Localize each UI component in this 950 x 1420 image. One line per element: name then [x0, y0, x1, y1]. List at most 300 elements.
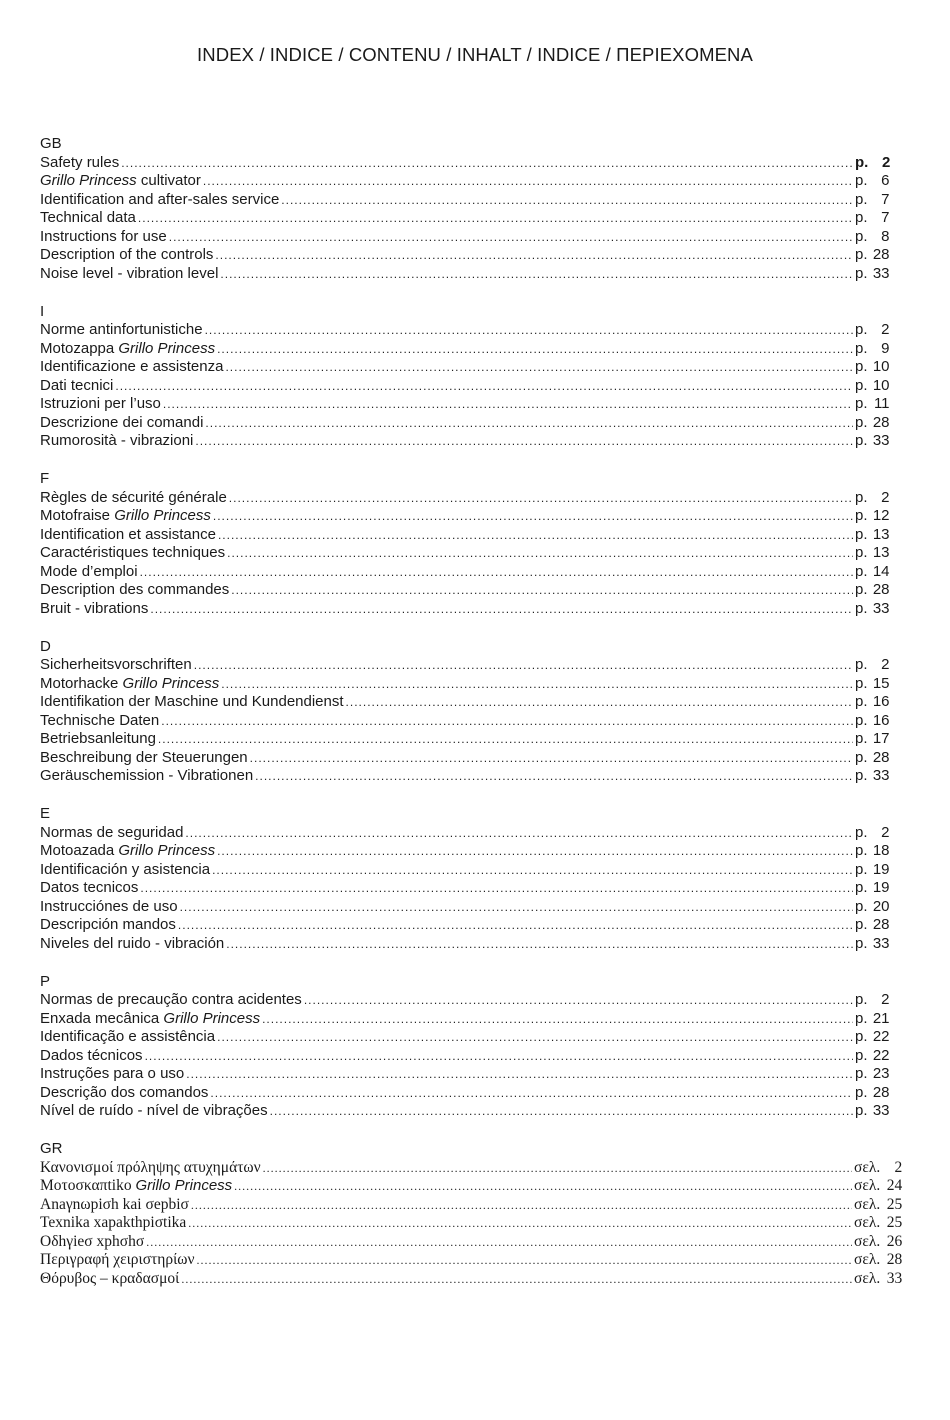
entry-page-ref [854, 1251, 909, 1270]
toc-entry [40, 172, 893, 191]
entry-title-text: Règles de sécurité générale [40, 488, 227, 506]
entry-title-text: Dados técnicos [40, 1046, 143, 1064]
toc-entry [40, 1065, 893, 1084]
page-number: 25 [886, 1214, 903, 1231]
entry-title [40, 693, 344, 712]
dot-leader [263, 1159, 852, 1178]
dot-leader [304, 991, 853, 1010]
entry-page-ref [855, 432, 893, 451]
entry-title-text: Rumorosità - vibrazioni [40, 432, 194, 449]
entry-title-text: Description of the controls [40, 246, 214, 263]
entry-title-text: Περιγραφή χειριστηρίων [40, 1251, 195, 1268]
page-prefix: p. [855, 842, 868, 859]
page-number: 2 [881, 991, 890, 1008]
dot-leader [194, 656, 853, 675]
entry-title-text: Caractéristiques techniques [40, 544, 226, 561]
toc-section-gb [40, 135, 893, 283]
page-number: 26 [886, 1232, 903, 1250]
entry-title [40, 991, 302, 1010]
dot-leader [121, 154, 853, 173]
toc-entry [40, 1158, 903, 1178]
toc-entry [40, 712, 893, 731]
page-number: 2 [882, 153, 891, 171]
toc-entry [40, 842, 893, 861]
dot-leader [213, 507, 853, 526]
dot-leader [145, 1047, 853, 1066]
entry-title [40, 172, 201, 191]
page-prefix: p. [855, 1046, 868, 1064]
entry-title [40, 1102, 268, 1121]
entry-title [40, 861, 210, 880]
entry-page-ref [855, 154, 893, 173]
entry-page-ref [855, 861, 893, 880]
entry-title [40, 489, 227, 508]
entry-title [40, 675, 219, 694]
page-number: 14 [872, 562, 890, 580]
toc-entry [40, 526, 893, 545]
entry-page-ref [855, 321, 893, 340]
page-number: 7 [881, 209, 890, 226]
entry-page-ref [854, 1233, 909, 1252]
page-prefix: p. [855, 246, 868, 263]
dot-leader [140, 563, 853, 582]
toc-entry [40, 358, 893, 377]
entry-title-text: Technische Daten [40, 711, 160, 729]
entry-title [40, 544, 225, 563]
dot-leader [138, 209, 853, 228]
section-language-code: GR [40, 1140, 63, 1157]
entry-title [40, 507, 211, 526]
entry-title [40, 1177, 232, 1196]
entry-title [40, 432, 193, 451]
toc-entry [40, 935, 893, 954]
entry-title [40, 1010, 260, 1029]
toc-entry [40, 898, 893, 917]
page-prefix: p. [855, 488, 868, 506]
page-prefix: p. [855, 1102, 868, 1119]
entry-title-text: Geräuschemission - Vibrationen [40, 767, 254, 784]
toc-entry [40, 377, 893, 396]
page-prefix: p. [855, 525, 868, 543]
entry-title-italic: Grillo Princess [40, 172, 137, 189]
toc-entry [40, 879, 893, 898]
toc-entry [40, 489, 893, 508]
page-number: 33 [872, 1102, 890, 1119]
dot-leader [186, 1065, 853, 1084]
toc-entry [40, 861, 893, 880]
page-prefix: p. [855, 358, 868, 375]
dot-leader [270, 1102, 853, 1121]
entry-title-italic: Grillo Princess [163, 1009, 261, 1027]
toc-section-p [40, 973, 893, 1121]
entry-title-text: Sicherheitsvorschriften [40, 656, 192, 673]
page-prefix: p. [855, 544, 868, 561]
page-number: 33 [872, 934, 890, 952]
entry-title [40, 414, 203, 433]
page-number: 28 [872, 916, 890, 933]
toc-entry [40, 1047, 893, 1066]
entry-title-text: Identificazione e assistenza [40, 358, 224, 375]
entry-title-italic: Grillo Princess [122, 674, 220, 692]
page-prefix: p. [855, 264, 868, 282]
toc-entry [40, 209, 893, 228]
toc-entry [40, 340, 893, 359]
entry-page-ref [855, 730, 893, 749]
entry-title [40, 749, 248, 768]
entry-title [40, 916, 176, 935]
page-number: 33 [872, 264, 890, 282]
entry-page-ref [855, 991, 893, 1010]
page-number: 20 [872, 897, 890, 915]
page-number: 25 [886, 1195, 903, 1213]
entry-title [40, 395, 161, 414]
dot-leader [163, 395, 853, 414]
entry-title-italic: Grillo Princess [118, 842, 216, 859]
toc-entry [40, 191, 893, 210]
entry-page-ref [854, 1159, 909, 1178]
entry-title-text: Bruit - vibrations [40, 599, 149, 617]
toc-entry [40, 1195, 903, 1215]
page-prefix: p. [855, 897, 868, 915]
entry-title-text: Mode d’emploi [40, 562, 138, 580]
entry-title-text: Dati tecnici [40, 376, 114, 394]
entry-title [40, 321, 203, 340]
entry-title [40, 581, 229, 600]
dot-leader [205, 414, 853, 433]
page-prefix: σελ. [854, 1195, 881, 1213]
section-language-code: GB [40, 135, 62, 152]
entry-page-ref [855, 191, 893, 210]
page-number: 33 [886, 1269, 903, 1287]
page-number: 15 [872, 674, 890, 692]
toc-entry [40, 581, 893, 600]
entry-title [40, 1270, 179, 1289]
toc-entry [40, 544, 893, 563]
dot-leader [181, 1270, 852, 1289]
dot-leader [217, 340, 853, 359]
page-number: 13 [872, 544, 890, 561]
page-number: 11 [873, 395, 890, 412]
page-prefix: p. [855, 656, 868, 673]
entry-title-text: Instructions for use [40, 227, 167, 245]
page-number: 8 [881, 227, 890, 245]
entry-title [40, 191, 279, 210]
dot-leader [346, 693, 853, 712]
page-number: 7 [881, 190, 890, 208]
dot-leader [234, 1177, 852, 1196]
entry-title-text: Instruções para o uso [40, 1065, 185, 1082]
entry-title-text: Μοτοσκαπtiko [40, 1177, 136, 1194]
entry-page-ref [855, 265, 893, 284]
toc-entry [40, 228, 893, 247]
entry-page-ref [855, 749, 893, 768]
entry-title [40, 1214, 186, 1233]
dot-leader [180, 898, 853, 917]
page-number: 2 [881, 823, 890, 841]
entry-title-text: Motofraise [40, 507, 115, 524]
dot-leader [185, 824, 853, 843]
entry-title-italic: Grillo Princess [118, 339, 216, 357]
entry-title [40, 1084, 208, 1103]
page-prefix: p. [855, 321, 868, 338]
entry-title-text: Instrucciónes de uso [40, 897, 178, 915]
page-number: 21 [872, 1009, 890, 1027]
page-number: 19 [872, 860, 890, 878]
entry-page-ref [855, 693, 893, 712]
entry-page-ref [855, 544, 893, 563]
page-prefix: p. [855, 227, 868, 245]
toc-entry [40, 656, 893, 675]
page-prefix: p. [855, 879, 868, 896]
page-number: 19 [872, 879, 890, 896]
entry-title [40, 358, 223, 377]
dot-leader [140, 879, 853, 898]
toc-entry [40, 730, 893, 749]
page-prefix: p. [855, 395, 868, 412]
section-language-code: I [40, 302, 45, 320]
page-number: 33 [872, 599, 890, 617]
dot-leader [229, 489, 853, 508]
entry-title-text: Descripción mandos [40, 916, 176, 933]
entry-title [40, 246, 213, 265]
entry-title [40, 712, 159, 731]
toc-entry [40, 600, 893, 619]
entry-title-text: Motozappa [40, 339, 119, 357]
page-prefix: p. [855, 1028, 868, 1045]
entry-title-text: Normas de precaução contra acidentes [40, 991, 302, 1008]
page-number: 28 [872, 748, 890, 766]
page-prefix: p. [855, 153, 869, 171]
entry-title-text: Datos tecnicos [40, 879, 139, 896]
page-prefix: p. [855, 1065, 868, 1082]
entry-page-ref [855, 675, 893, 694]
entry-page-ref [854, 1214, 909, 1233]
entry-title [40, 767, 253, 786]
entry-title [40, 154, 119, 173]
page-number: 33 [872, 767, 890, 784]
entry-title [40, 563, 138, 582]
entry-title [40, 340, 215, 359]
page-prefix: p. [855, 562, 868, 580]
page-number: 18 [872, 842, 890, 859]
page-number: 28 [872, 413, 890, 431]
entry-title-text: Istruzioni per l’uso [40, 395, 161, 412]
entry-title-text: Οδhγieσ xphσhσ [40, 1232, 145, 1250]
dot-leader [225, 358, 853, 377]
page-number: 33 [872, 432, 890, 449]
entry-page-ref [855, 395, 893, 414]
page-prefix: σελ. [854, 1214, 881, 1231]
entry-title-text: Texnika xapakthpiσtika [40, 1214, 187, 1231]
dot-leader [221, 675, 853, 694]
entry-title-text: Betriebsanleitung [40, 730, 156, 747]
entry-title-text: Noise level - vibration level [40, 264, 219, 282]
entry-page-ref [855, 916, 893, 935]
entry-title [40, 1159, 261, 1178]
entry-page-ref [855, 209, 893, 228]
page-prefix: p. [855, 991, 868, 1008]
page-prefix: p. [855, 916, 868, 933]
page-number: 17 [872, 730, 890, 747]
page-number: 10 [872, 358, 890, 375]
entry-page-ref [855, 340, 893, 359]
dot-leader [218, 526, 853, 545]
toc-entry [40, 1214, 903, 1233]
page-prefix: σελ. [854, 1232, 881, 1250]
page-number: 16 [872, 693, 890, 710]
entry-title [40, 1065, 184, 1084]
page-prefix: p. [855, 339, 868, 357]
entry-page-ref [855, 1102, 893, 1121]
entry-title [40, 842, 215, 861]
dot-leader [169, 228, 853, 247]
entry-page-ref [855, 246, 893, 265]
toc-entry [40, 991, 893, 1010]
toc-entry [40, 1102, 893, 1121]
entry-page-ref [855, 1084, 893, 1103]
toc-entry [40, 675, 893, 694]
entry-page-ref [855, 1065, 893, 1084]
dot-leader [262, 1010, 853, 1029]
entry-title [40, 526, 216, 545]
entry-page-ref [855, 767, 893, 786]
toc-entry [40, 321, 893, 340]
entry-page-ref [855, 358, 893, 377]
page-prefix: p. [855, 1009, 868, 1027]
dot-leader [250, 749, 853, 768]
dot-leader [215, 246, 853, 265]
toc-entry [40, 395, 893, 414]
dot-leader [158, 730, 853, 749]
entry-title-text: Normas de seguridad [40, 823, 184, 841]
entry-title-text: Identificação e assistência [40, 1028, 216, 1045]
entry-title [40, 1251, 195, 1270]
entry-title [40, 824, 183, 843]
page-number: 2 [881, 656, 890, 673]
entry-title-text: Identification et assistance [40, 525, 216, 543]
page-prefix: p. [855, 599, 868, 617]
toc-entry [40, 154, 893, 173]
page-prefix: σελ. [854, 1177, 881, 1194]
dot-leader [146, 1233, 852, 1252]
entry-title-text: Safety rules [40, 153, 120, 171]
entry-page-ref [855, 377, 893, 396]
page-prefix: p. [855, 711, 868, 729]
entry-page-ref [854, 1196, 909, 1215]
dot-leader [226, 935, 853, 954]
entry-page-ref [855, 228, 893, 247]
page-number: 6 [881, 172, 890, 189]
toc-entry [40, 432, 893, 451]
page-prefix: p. [855, 190, 868, 208]
entry-title [40, 228, 167, 247]
entry-page-ref [855, 656, 893, 675]
page-prefix: p. [855, 432, 868, 449]
dot-leader [210, 1084, 853, 1103]
toc-entry [40, 1028, 893, 1047]
entry-page-ref [855, 879, 893, 898]
entry-title-italic: Grillo Princess [114, 507, 211, 524]
page-number: 10 [872, 376, 890, 394]
page-prefix: p. [855, 209, 868, 226]
page-prefix: p. [855, 1083, 868, 1101]
page-number: 28 [872, 1083, 890, 1101]
dot-leader [203, 172, 853, 191]
page-number: 28 [886, 1251, 903, 1268]
toc-entry [40, 1177, 903, 1196]
entry-page-ref [855, 1028, 893, 1047]
entry-page-ref [854, 1177, 909, 1196]
entry-title [40, 656, 192, 675]
entry-page-ref [855, 1047, 893, 1066]
entry-title-text: Motorhacke [40, 674, 123, 692]
entry-title [40, 730, 156, 749]
page-prefix: σελ. [854, 1158, 881, 1176]
entry-title-text: Identifikation der Maschine und Kundendienst [40, 693, 344, 710]
dot-leader [255, 767, 853, 786]
entry-page-ref [855, 824, 893, 843]
toc-entry [40, 693, 893, 712]
toc-entry [40, 916, 893, 935]
page-title: INDEX / INDICE / CONTENU / INHALT / INDICE / ΠΕΡΙΕΧΟΜΕΝΑ [197, 44, 753, 65]
entry-title [40, 209, 136, 228]
entry-title-text: Αnaγnωpiσh kai σepbiσ [40, 1195, 189, 1213]
entry-page-ref [855, 489, 893, 508]
page-prefix: p. [855, 693, 868, 710]
toc-entry [40, 1010, 893, 1029]
toc-section-i [40, 303, 893, 451]
entry-title-text: Descrição dos comandos [40, 1083, 209, 1101]
entry-page-ref [855, 414, 893, 433]
entry-title-text: Motoazada [40, 842, 119, 859]
entry-title [40, 898, 178, 917]
entry-page-ref [855, 526, 893, 545]
entry-title [40, 935, 224, 954]
entry-page-ref [855, 898, 893, 917]
entry-title-text: Identificación y asistencia [40, 860, 211, 878]
entry-title [40, 879, 138, 898]
page-number: 12 [872, 507, 890, 524]
dot-leader [191, 1196, 852, 1215]
entry-title-text: Beschreibung der Steuerungen [40, 748, 248, 766]
entry-title-text: Description des commandes [40, 581, 230, 598]
page-number: 22 [872, 1028, 890, 1045]
entry-title-text: Θόρυβος – κραδασμοί [40, 1269, 180, 1287]
page-prefix: p. [855, 860, 868, 878]
entry-title-text: Κανονισμοί πρόληψης ατυχημάτων [40, 1158, 261, 1176]
dot-leader [178, 916, 853, 935]
toc-section-e [40, 805, 893, 953]
entry-title-text: Descrizione dei comandi [40, 413, 204, 431]
dot-leader [197, 1251, 852, 1270]
entry-page-ref [855, 935, 893, 954]
toc-entry [40, 824, 893, 843]
dot-leader [161, 712, 853, 731]
toc-entry [40, 1084, 893, 1103]
toc-entry [40, 767, 893, 786]
dot-leader [115, 377, 853, 396]
toc-entry [40, 414, 893, 433]
section-language-code: D [40, 637, 51, 655]
table-of-contents [40, 135, 903, 1308]
toc-entry [40, 246, 893, 265]
page-prefix: p. [855, 767, 868, 784]
entry-title-text: Niveles del ruido - vibración [40, 934, 225, 952]
entry-title [40, 265, 218, 284]
page-prefix: p. [855, 581, 868, 598]
page-prefix: p. [855, 748, 868, 766]
page-prefix: p. [855, 376, 868, 394]
